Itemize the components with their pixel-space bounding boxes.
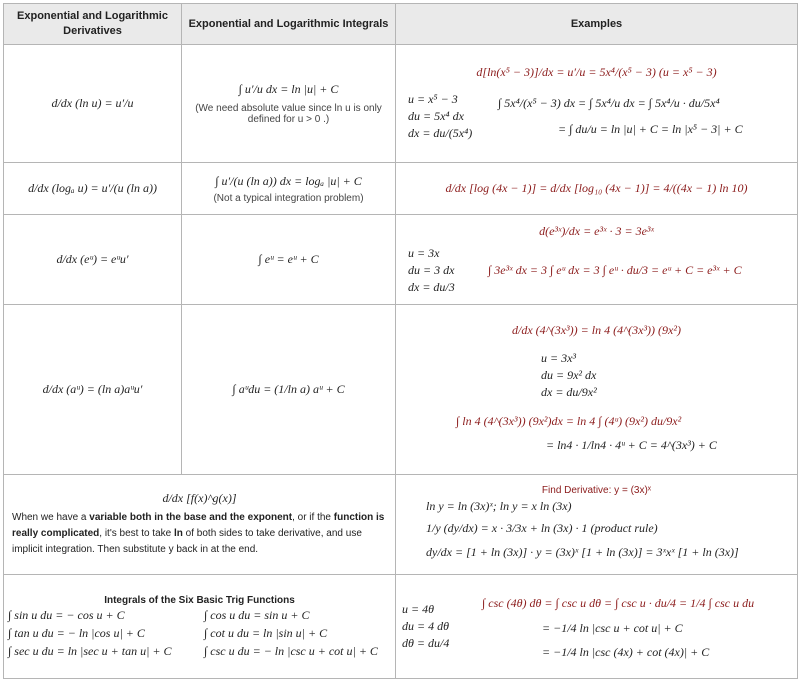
sub-line: dθ = du/4: [402, 636, 450, 650]
work-line: 1/y (dy/dx) = x · 3/3x + ln (3x) · 1 (product rule): [426, 521, 658, 535]
work-line: ∫ 5x⁴/(x⁵ − 3) dx = ∫ 5x⁴/u dx = ∫ 5x⁴/u · du/5x⁴: [498, 96, 720, 110]
sub-line: u = x⁵ − 3: [408, 91, 458, 106]
integral-ln: ∫ u′/u dx = ln |u| + C: [238, 82, 339, 96]
bold-text: variable both in the base and the exponent: [89, 512, 293, 523]
example-ln-head: d[ln(x⁵ − 3)]/dx = u′/u = 5x⁴/(x⁵ − 3) (u = x⁵ − 3): [476, 65, 717, 79]
row-ln: [4, 45, 798, 163]
trig-formula: ∫ tan u du = − ln |cos u| + C: [8, 625, 145, 640]
sub-line: dx = du/(5x⁴): [408, 125, 473, 140]
trig-formula: ∫ cos u du = sin u + C: [204, 607, 310, 622]
example-aexp-work: [396, 409, 797, 457]
row-log: [4, 163, 798, 215]
deriv-ln: d/dx (ln u) = u′/u: [4, 45, 182, 163]
integral-exp: ∫ eᵘ = eᵘ + C: [182, 215, 396, 305]
deriv-log: d/dx (logₐ u) = u′/(u (ln a)): [4, 163, 182, 215]
row-aexp: [4, 305, 798, 475]
work-line: = ln4 · 1/ln4 · 4ᵘ + C = 4^(3x³) + C: [546, 437, 717, 452]
sub-line: dx = du/9x²: [541, 384, 597, 399]
sub-line: u = 3x: [408, 245, 440, 260]
integral-ln-cell: [182, 45, 396, 163]
trig-formula: ∫ csc u du = − ln |csc u + cot u| + C: [204, 643, 378, 658]
sub-line: du = 3 dx: [408, 262, 455, 277]
example-exp-head: d(e³ˣ)/dx = e³ˣ · 3 = 3e³ˣ: [539, 223, 654, 238]
row-exp: [4, 215, 798, 305]
example-exp-subs: [396, 245, 488, 296]
sub-line: u = 4θ: [402, 602, 434, 616]
example-trig-subs: [396, 601, 482, 652]
header-derivatives: Exponential and Logarithmic Derivatives: [4, 4, 182, 45]
example-exp-cell: [396, 215, 798, 305]
integral-log: ∫ u′/(u (ln a)) dx = logₐ |u| + C: [215, 173, 362, 188]
work-line: = ∫ du/u = ln |u| + C = ln |x⁵ − 3| + C: [558, 122, 743, 136]
header-examples: Examples: [396, 4, 798, 45]
complicated-formula: d/dx [f(x)^g(x)]: [162, 491, 237, 505]
sub-line: du = 5x⁴ dx: [408, 108, 464, 123]
example-ln-work: [498, 90, 797, 142]
example-trig-work: [482, 590, 797, 664]
sub-line: u = 3x³: [541, 350, 577, 365]
row-trig: [4, 575, 798, 679]
trig-grid: [4, 606, 395, 659]
header-integrals: Exponential and Logarithmic Integrals: [182, 4, 396, 45]
complicated-work: [396, 496, 797, 564]
trig-title: Integrals of the Six Basic Trig Functions: [104, 594, 295, 606]
example-aexp-cell: [396, 305, 798, 475]
integral-aexp: ∫ aᵘdu = (1/ln a) aᵘ + C: [182, 305, 396, 475]
example-trig-cell: [396, 575, 798, 679]
example-log: d/dx [log (4x − 1)] = d/dx [log₁₀ (4x − 1)] = 4/((4x − 1) ln 10): [396, 163, 798, 215]
trig-formula: ∫ cot u du = ln |sin u| + C: [204, 625, 328, 640]
formula-table: [3, 3, 798, 679]
work-line: ln y = ln (3x)ˣ; ln y = x ln (3x): [426, 499, 572, 513]
deriv-exp: d/dx (eᵘ) = eᵘu′: [4, 215, 182, 305]
complicated-prose: When we have a variable both in the base and the exponent, or if the function is really complicated, it's best to take ln of both sides to take derivative, and use implicit integration. Then substitute y back in at the end.: [12, 512, 385, 555]
sub-line: dx = du/3: [408, 279, 455, 294]
example-complicated-cell: [396, 475, 798, 575]
example-aexp-head: d/dx (4^(3x³)) = ln 4 (4^(3x³)) (9x²): [512, 322, 681, 337]
work-line: ∫ ln 4 (4^(3x³)) (9x²)dx = ln 4 ∫ (4ᵘ) (9x²) du/9x²: [456, 413, 682, 428]
example-ln-cell: [396, 45, 798, 163]
integral-log-note: (Not a typical integration problem): [213, 192, 364, 204]
sub-line: du = 4 dθ: [402, 619, 449, 633]
bold-text: function is really complicated: [12, 512, 385, 539]
sub-line: du = 9x² dx: [541, 367, 597, 382]
work-line: ∫ csc (4θ) dθ = ∫ csc u dθ = ∫ csc u · du/4 = 1/4 ∫ csc u du: [482, 595, 755, 610]
work-line: = −1/4 ln |csc (4x) + cot (4x)| + C: [542, 644, 710, 659]
trig-formula: ∫ sin u du = − cos u + C: [8, 607, 125, 622]
bold-text: ln: [174, 528, 183, 539]
header-row: [4, 4, 798, 45]
trig-integrals-cell: [4, 575, 396, 679]
work-line: = −1/4 ln |csc u + cot u| + C: [542, 620, 683, 635]
row-complicated: [4, 475, 798, 575]
example-aexp-subs: [396, 350, 797, 401]
example-exp-work: ∫ 3e³ˣ dx = 3 ∫ eᵘ dx = 3 ∫ eᵘ · du/3 = eᵘ + C = e³ˣ + C: [488, 262, 742, 277]
integral-ln-note: (We need absolute value since ln u is only defined for u > 0 .): [195, 103, 382, 125]
example-ln-subs: [396, 91, 498, 142]
work-line: dy/dx = [1 + ln (3x)] · y = (3x)ˣ [1 + ln (3x)] = 3ˣxˣ [1 + ln (3x)]: [426, 545, 739, 559]
integral-log-cell: [182, 163, 396, 215]
find-derivative-label: Find Derivative: y = (3x)ˣ: [541, 485, 652, 496]
complicated-explanation: [4, 475, 396, 575]
trig-formula: ∫ sec u du = ln |sec u + tan u| + C: [8, 643, 172, 658]
deriv-aexp: d/dx (aᵘ) = (ln a)aᵘu′: [4, 305, 182, 475]
